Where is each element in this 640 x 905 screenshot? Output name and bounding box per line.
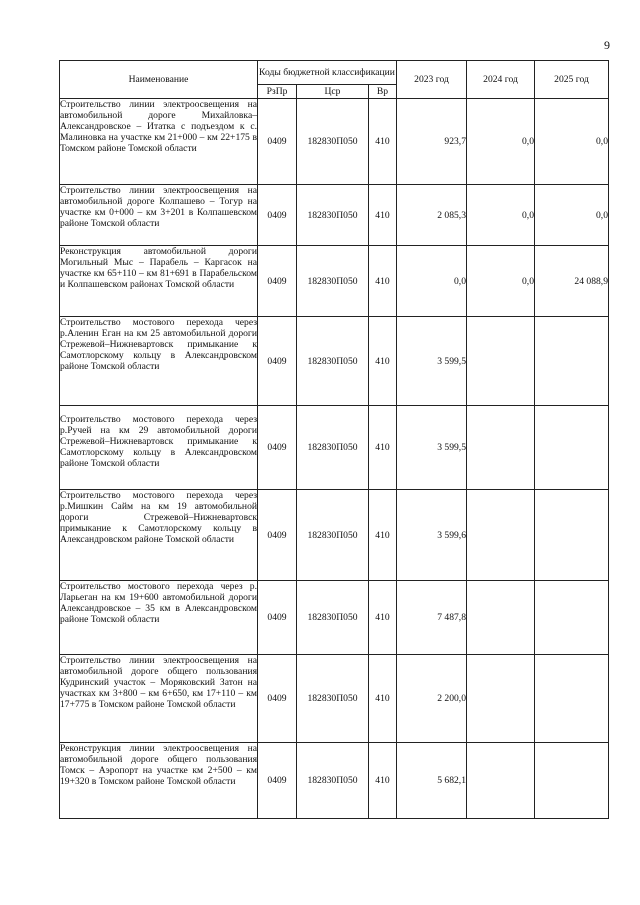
page-number: 9: [604, 38, 610, 52]
row-2025: 0,0: [535, 185, 609, 246]
row-2023: 5 682,1: [397, 743, 467, 819]
row-vr: 410: [369, 99, 397, 185]
row-2025: [535, 406, 609, 490]
row-name: Строительство линии электроосвещения на автомобильной дороге Михайловка–Александровское – Итатка с подъездом к с. Малиновка на участке км 21+000 – км 22+175 в Томском районе Томской области: [60, 99, 258, 185]
row-2024: [467, 581, 535, 655]
row-vr: 410: [369, 246, 397, 317]
row-rzpr: 0409: [258, 406, 297, 490]
row-2023: 7 487,8: [397, 581, 467, 655]
row-rzpr: 0409: [258, 317, 297, 406]
row-vr: 410: [369, 743, 397, 819]
row-vr: 410: [369, 581, 397, 655]
row-2025: 24 088,9: [535, 246, 609, 317]
row-2023: 2 085,3: [397, 185, 467, 246]
header-2025: 2025 год: [535, 61, 609, 99]
row-rzpr: 0409: [258, 581, 297, 655]
row-2023: 3 599,5: [397, 317, 467, 406]
header-name: Наименование: [60, 61, 258, 99]
row-name: Строительство мостового перехода через р.Ручей на км 29 автомобильной дороги Стрежевой–Нижневартовск примыкание к Самотлорскому кольцу в Александровском районе Томской области: [60, 406, 258, 490]
row-csr: 182830П050: [297, 490, 369, 581]
row-2024: [467, 655, 535, 743]
row-2024: [467, 406, 535, 490]
row-2024: [467, 743, 535, 819]
row-2023: 3 599,6: [397, 490, 467, 581]
row-vr: 410: [369, 406, 397, 490]
row-2024: 0,0: [467, 99, 535, 185]
row-rzpr: 0409: [258, 655, 297, 743]
row-csr: 182830П050: [297, 185, 369, 246]
row-rzpr: 0409: [258, 743, 297, 819]
table-row: [60, 406, 609, 490]
row-name: Строительство линии электроосвещения на автомобильной дороге Колпашево – Тогур на участке км 0+000 – км 3+201 в Колпашевском районе Томской области: [60, 185, 258, 246]
row-rzpr: 0409: [258, 185, 297, 246]
row-name: Реконструкция автомобильной дороги Могильный Мыс – Парабель – Каргасок на участке км 65+110 – км 81+691 в Парабельском и Колпашевском районах Томской области: [60, 246, 258, 317]
header-budget-codes: Коды бюджетной классификации: [258, 61, 397, 85]
row-2025: [535, 581, 609, 655]
row-2023: 2 200,0: [397, 655, 467, 743]
row-csr: 182830П050: [297, 317, 369, 406]
row-csr: 182830П050: [297, 246, 369, 317]
table-row: [60, 99, 609, 185]
row-name: Строительство мостового перехода через р. Ларьеган на км 19+600 автомобильной дороги Александровское – 35 км в Александровском районе Томской области: [60, 581, 258, 655]
table-row: [60, 655, 609, 743]
row-2025: [535, 743, 609, 819]
header-csr: Цср: [297, 85, 369, 99]
row-csr: 182830П050: [297, 406, 369, 490]
header-2024: 2024 год: [467, 61, 535, 99]
row-rzpr: 0409: [258, 246, 297, 317]
row-rzpr: 0409: [258, 99, 297, 185]
row-2023: 923,7: [397, 99, 467, 185]
table-row: [60, 185, 609, 246]
row-vr: 410: [369, 655, 397, 743]
row-csr: 182830П050: [297, 99, 369, 185]
table-body: [60, 99, 609, 819]
row-2023: 3 599,5: [397, 406, 467, 490]
row-csr: 182830П050: [297, 581, 369, 655]
row-2025: [535, 490, 609, 581]
row-vr: 410: [369, 317, 397, 406]
row-name: Строительство линии электроосвещения на автомобильной дороге общего пользования Кудринский участок – Моряковский Затон на участках км 3+800 – км 6+650, км 17+110 – км 17+775 в Томском районе Томской области: [60, 655, 258, 743]
row-2023: 0,0: [397, 246, 467, 317]
table-header: [60, 61, 609, 99]
header-vr: Вр: [369, 85, 397, 99]
header-rzpr: РзПр: [258, 85, 297, 99]
table-row: [60, 743, 609, 819]
table-row: [60, 317, 609, 406]
row-2024: [467, 490, 535, 581]
row-csr: 182830П050: [297, 743, 369, 819]
table-row: [60, 490, 609, 581]
row-2025: [535, 317, 609, 406]
row-name: Строительство мостового перехода через р.Аленин Еган на км 25 автомобильной дороги Стрежевой–Нижневартовск примыкание к Самотлорскому кольцу в Александровском районе Томской области: [60, 317, 258, 406]
row-vr: 410: [369, 185, 397, 246]
header-2023: 2023 год: [397, 61, 467, 99]
row-2024: [467, 317, 535, 406]
row-2025: 0,0: [535, 99, 609, 185]
table-row: [60, 246, 609, 317]
row-2025: [535, 655, 609, 743]
row-2024: 0,0: [467, 246, 535, 317]
row-rzpr: 0409: [258, 490, 297, 581]
row-vr: 410: [369, 490, 397, 581]
budget-table: [59, 60, 609, 819]
row-2024: 0,0: [467, 185, 535, 246]
row-csr: 182830П050: [297, 655, 369, 743]
row-name: Строительство мостового перехода через р.Мишкин Сайм на км 19 автомобильной дороги Стрежевой–Нижневартовск примыкание к Самотлорскому кольцу в Александровском районе Томской области: [60, 490, 258, 581]
table-row: [60, 581, 609, 655]
row-name: Реконструкция линии электроосвещения на автомобильной дороге общего пользования Томск – Аэропорт на участке км 2+500 – км 19+320 в Томском районе Томской области: [60, 743, 258, 819]
